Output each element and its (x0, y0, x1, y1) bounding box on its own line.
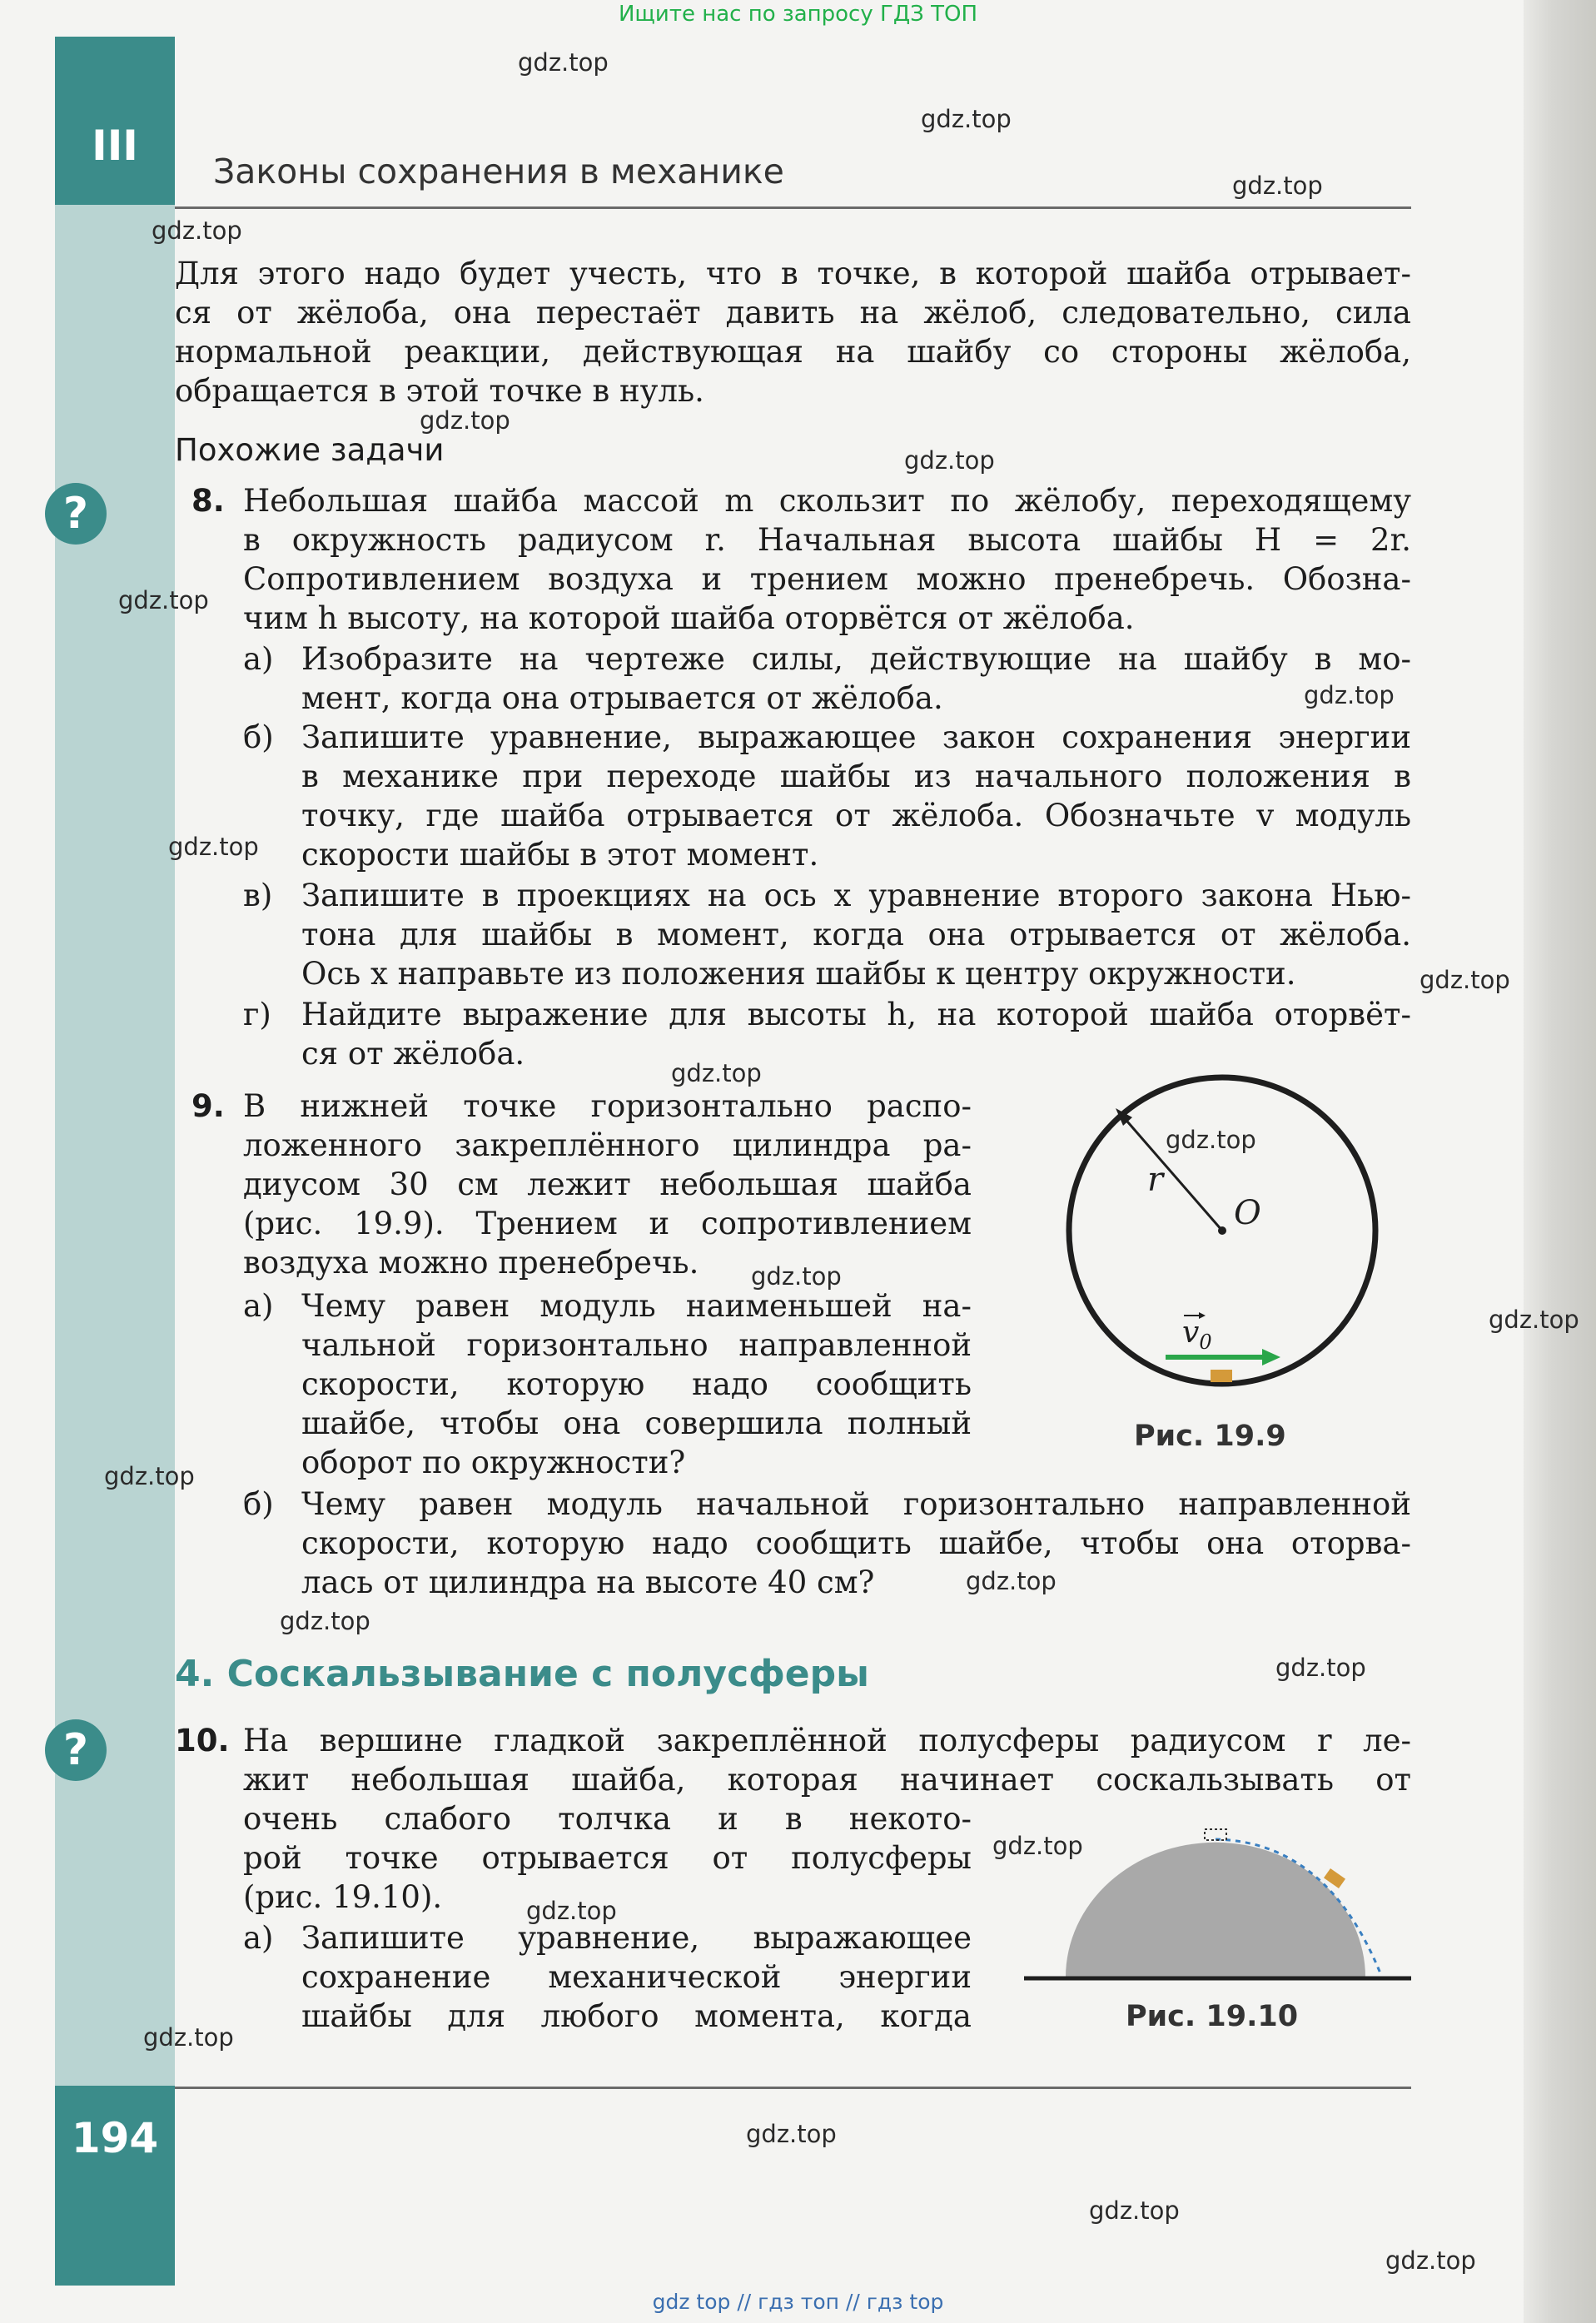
problem-9-line-5: воздуха можно пренебречь. (243, 1245, 699, 1281)
problem-8b-line-1: Запишите уравнение, выражающее закон сохранения энергии (301, 719, 1411, 755)
page-number: 194 (55, 2086, 175, 2286)
problem-9b-line-1: Чему равен модуль начальной горизонтально направленной (301, 1486, 1411, 1522)
problem-10-line-1: На вершине гладкой закреплённой полусферы радиусом r ле- (243, 1723, 1411, 1758)
problem-8b-line-4: скорости шайбы в этот момент. (301, 837, 819, 873)
watermark: gdz.top (1089, 2196, 1180, 2225)
watermark: gdz.top (966, 1567, 1057, 1595)
problem-9-number: 9. (191, 1088, 225, 1124)
problem-8-line-2: в окружность радиусом r. Начальная высота шайбы H = 2r. (243, 522, 1411, 558)
watermark: gdz.top (104, 1462, 195, 1490)
watermark: gdz.top (1489, 1306, 1579, 1334)
problem-9-line-4: (рис. 19.9). Трением и сопротивлением (243, 1206, 972, 1241)
problem-10a-line-1: Запишите уравнение, выражающее (301, 1920, 972, 1956)
puck (1211, 1370, 1232, 1382)
label-v0 (1182, 1316, 1212, 1354)
problem-8d-line-1: Найдите выражение для высоты h, на которой шайба оторвёт- (301, 997, 1411, 1032)
chapter-title: Законы сохранения в механике (213, 152, 784, 192)
problem-10a-line-2: сохранение механической энергии (301, 1959, 972, 1995)
problem-8c-line-1: Запишите в проекциях на ось x уравнение второго закона Нью- (301, 878, 1411, 913)
problem-8-line-4: чим h высоту, на которой шайба оторвётся от жёлоба. (243, 600, 1135, 636)
label-v: v (1182, 1316, 1200, 1350)
problem-8c-line-3: Ось x направьте из положения шайбы к центру окружности. (301, 956, 1296, 992)
watermark: gdz.top (168, 833, 259, 861)
top-banner-link[interactable]: Ищите нас по запросу ГДЗ ТОП (618, 2, 978, 27)
problem-10-number: 10. (175, 1723, 230, 1758)
problem-10-line-3: очень слабого толчка и в некото- (243, 1801, 972, 1837)
problem-9a-line-4: шайбе, чтобы она совершила полный (301, 1405, 972, 1441)
problem-9a-line-5: оборот по окружности? (301, 1445, 686, 1480)
problem-9-line-2: ложенного закреплённого цилиндра ра- (243, 1127, 972, 1163)
problem-9-line-1: В нижней точке горизонтально распо- (243, 1088, 972, 1124)
watermark: gdz.top (1232, 172, 1323, 200)
intro-line-3: нормальной реакции, действующая на шайбу со стороны жёлоба, (175, 334, 1411, 370)
problem-8b-line-2: в механике при переходе шайбы из начального положения в (301, 759, 1411, 794)
watermark: gdz.top (1275, 1654, 1366, 1682)
problem-8b-line-3: точку, где шайба отрывается от жёлоба. Обозначьте v модуль (301, 798, 1411, 833)
header-rule (175, 206, 1411, 209)
bottom-banner-link[interactable]: gdz top // гдз топ // гдз top (652, 2290, 944, 2314)
intro-line-1: Для этого надо будет учесть, что в точке, в которой шайба отрывает- (175, 256, 1411, 291)
watermark: gdz.top (751, 1262, 842, 1291)
label-r: r (1147, 1161, 1164, 1199)
watermark: gdz.top (280, 1607, 370, 1635)
problem-8b-label: б) (243, 719, 274, 755)
question-icon-2: ? (45, 1719, 107, 1781)
watermark: gdz.top (992, 1832, 1083, 1860)
label-v-sub: 0 (1199, 1331, 1212, 1354)
watermark: gdz.top (921, 105, 1012, 133)
footer-rule (175, 2087, 1411, 2089)
label-o: O (1234, 1194, 1261, 1232)
problem-10-line-2: жит небольшая шайба, которая начинает соскальзывать от (243, 1762, 1411, 1798)
problem-8-line-3: Сопротивлением воздуха и трением можно пренебречь. Обозна- (243, 561, 1411, 597)
problem-8-line-1: Небольшая шайба массой m скользит по жёлобу, переходящему (243, 483, 1411, 519)
page-edge (1524, 0, 1596, 2323)
velocity-arrowhead (1262, 1349, 1280, 1365)
watermark: gdz.top (1304, 681, 1395, 709)
problem-8a-line-2: мент, когда она отрывается от жёлоба. (301, 680, 943, 716)
figure-19-9 (1049, 1074, 1399, 1399)
problem-8d-line-2: ся от жёлоба. (301, 1036, 525, 1072)
watermark: gdz.top (152, 216, 242, 245)
problem-10a-line-3: шайбы для любого момента, когда (301, 1998, 972, 2034)
figure-19-10-caption: Рис. 19.10 (1126, 2000, 1299, 2033)
watermark: gdz.top (1385, 2246, 1476, 2275)
similar-problems-heading: Похожие задачи (175, 432, 445, 468)
problem-9b-label: б) (243, 1486, 274, 1522)
watermark: gdz.top (746, 2120, 837, 2148)
problem-8d-label: г) (243, 997, 271, 1032)
problem-8c-line-2: тона для шайбы в момент, когда она отрывается от жёлоба. (301, 917, 1411, 953)
problem-9-line-3: диусом 30 см лежит небольшая шайба (243, 1166, 972, 1202)
problem-8c-label: в) (243, 878, 273, 913)
hemisphere (1066, 1843, 1365, 1977)
watermark: gdz.top (526, 1897, 617, 1925)
problem-9b-line-3: лась от цилиндра на высоте 40 см? (301, 1564, 875, 1600)
watermark: gdz.top (118, 586, 209, 614)
problem-8-number: 8. (191, 483, 225, 519)
figure-19-9-caption: Рис. 19.9 (1134, 1420, 1286, 1453)
puck-sliding (1324, 1868, 1345, 1888)
watermark: gdz.top (518, 48, 609, 77)
margin-bar (55, 37, 175, 2285)
watermark: gdz.top (1419, 966, 1510, 994)
watermark: gdz.top (143, 2023, 234, 2052)
intro-line-4: обращается в этой точке в нуль. (175, 373, 704, 409)
watermark: gdz.top (420, 406, 510, 435)
problem-10a-label: а) (243, 1920, 274, 1956)
problem-8a-label: а) (243, 641, 274, 677)
section-4-title: 4. Соскальзывание с полусферы (175, 1653, 869, 1695)
problem-9a-label: а) (243, 1288, 274, 1324)
watermark: gdz.top (1166, 1126, 1256, 1154)
watermark: gdz.top (904, 446, 995, 475)
chapter-number: III (55, 37, 175, 205)
question-icon: ? (45, 483, 107, 545)
intro-line-2: ся от жёлоба, она перестаёт давить на жёлоб, следовательно, сила (175, 295, 1411, 331)
vector-bar-head (1199, 1312, 1206, 1319)
problem-10-line-4: рой точке отрывается от полусферы (243, 1840, 972, 1876)
problem-9b-line-2: скорости, которую надо сообщить шайбе, чтобы она оторва- (301, 1525, 1411, 1561)
watermark: gdz.top (671, 1059, 762, 1087)
problem-9a-line-1: Чему равен модуль наименьшей на- (301, 1288, 972, 1324)
problem-10-line-5: (рис. 19.10). (243, 1879, 443, 1915)
problem-8a-line-1: Изобразите на чертеже силы, действующие на шайбу в мо- (301, 641, 1411, 677)
puck-initial (1205, 1829, 1226, 1840)
problem-9a-line-3: скорости, которую надо сообщить (301, 1366, 972, 1402)
problem-9a-line-2: чальной горизонтально направленной (301, 1327, 972, 1363)
